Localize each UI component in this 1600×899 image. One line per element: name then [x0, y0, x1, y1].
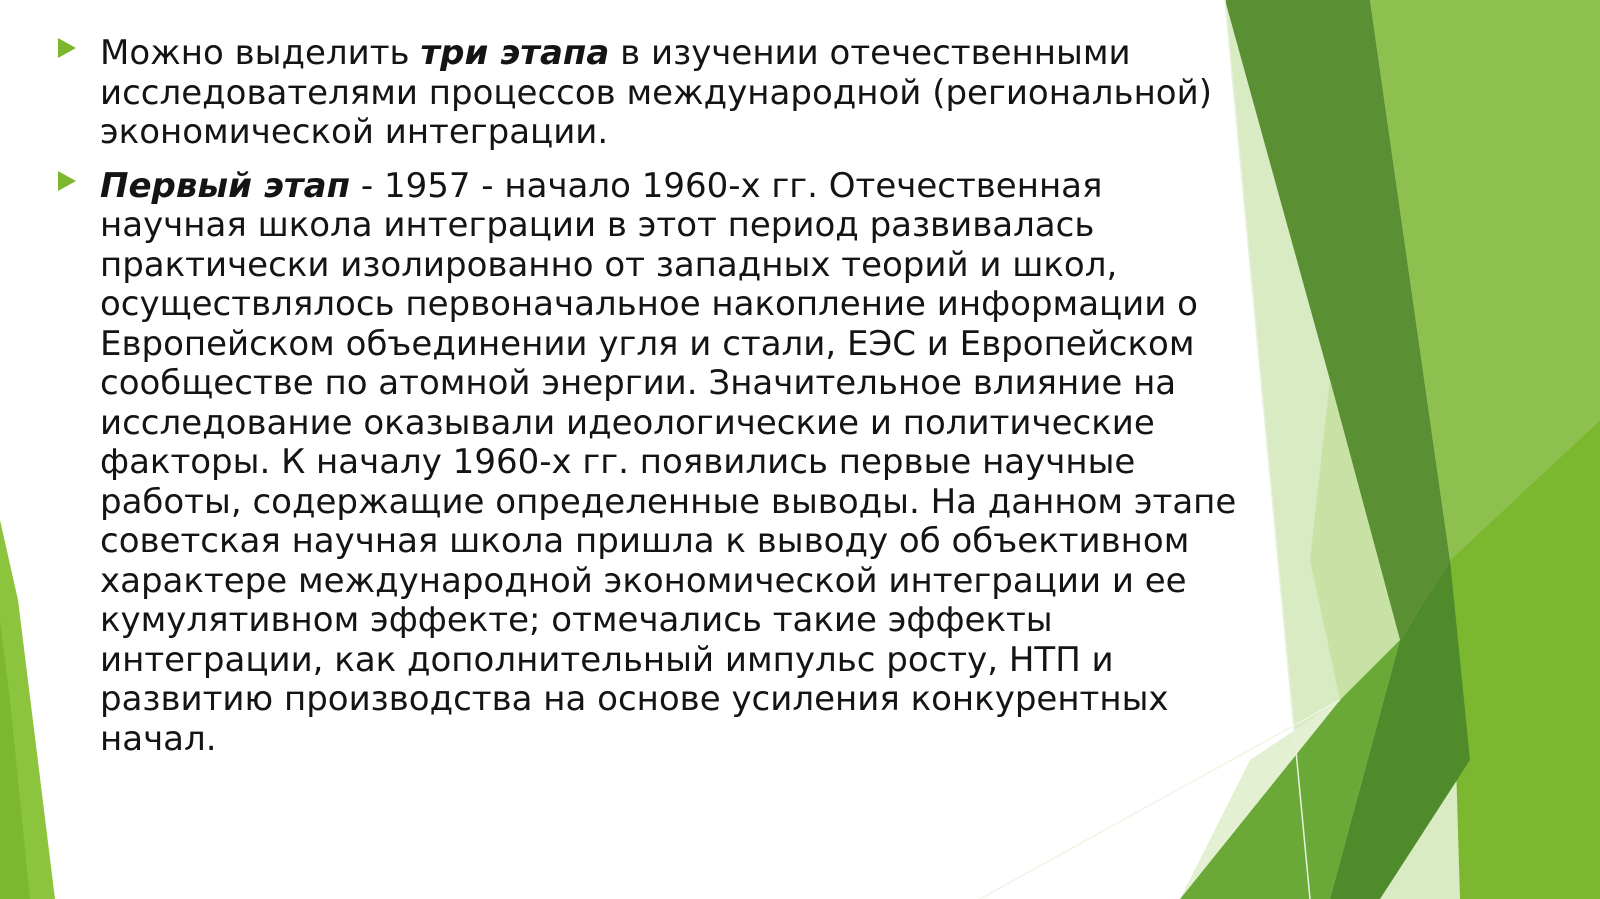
triangle-right-icon — [58, 171, 76, 191]
bullet-text-after: - 1957 - начало 1960-х гг. Отечественная научная школа интеграции в этот период развивалась практически изолированно от западных теорий и школ, осуществлялось первоначальное накопление информации о Европейском объединении угля и стали, ЕЭС и Европейском сообществе по атомной энергии. Значительное влияние на исследование оказывали идеологические и политические факторы. К началу 1960-х гг. появились первые научные работы, содержащие определенные выводы. На данном этапе советская научная школа пришла к выводу об объективном характере международной экономической интеграции и ее кумулятивном эффекте; отмечались такие эффекты интеграции, как дополнительный импульс росту, НТП и развитию производства на основе усиления конкурентных начал. — [100, 165, 1237, 759]
bullet-text-emphasis: Первый этап — [100, 165, 351, 206]
bullet-item — [58, 167, 1258, 760]
bullet-item — [58, 34, 1258, 153]
slide-content — [58, 34, 1258, 773]
bullet-text-after: в изучении отечественными исследователями процессов международной (региональной) экономической интеграции. — [100, 33, 1212, 152]
bullet-text-emphasis: три этапа — [420, 33, 610, 73]
triangle-right-icon — [58, 38, 76, 58]
bullet-text-before: Можно выделить — [100, 33, 421, 73]
